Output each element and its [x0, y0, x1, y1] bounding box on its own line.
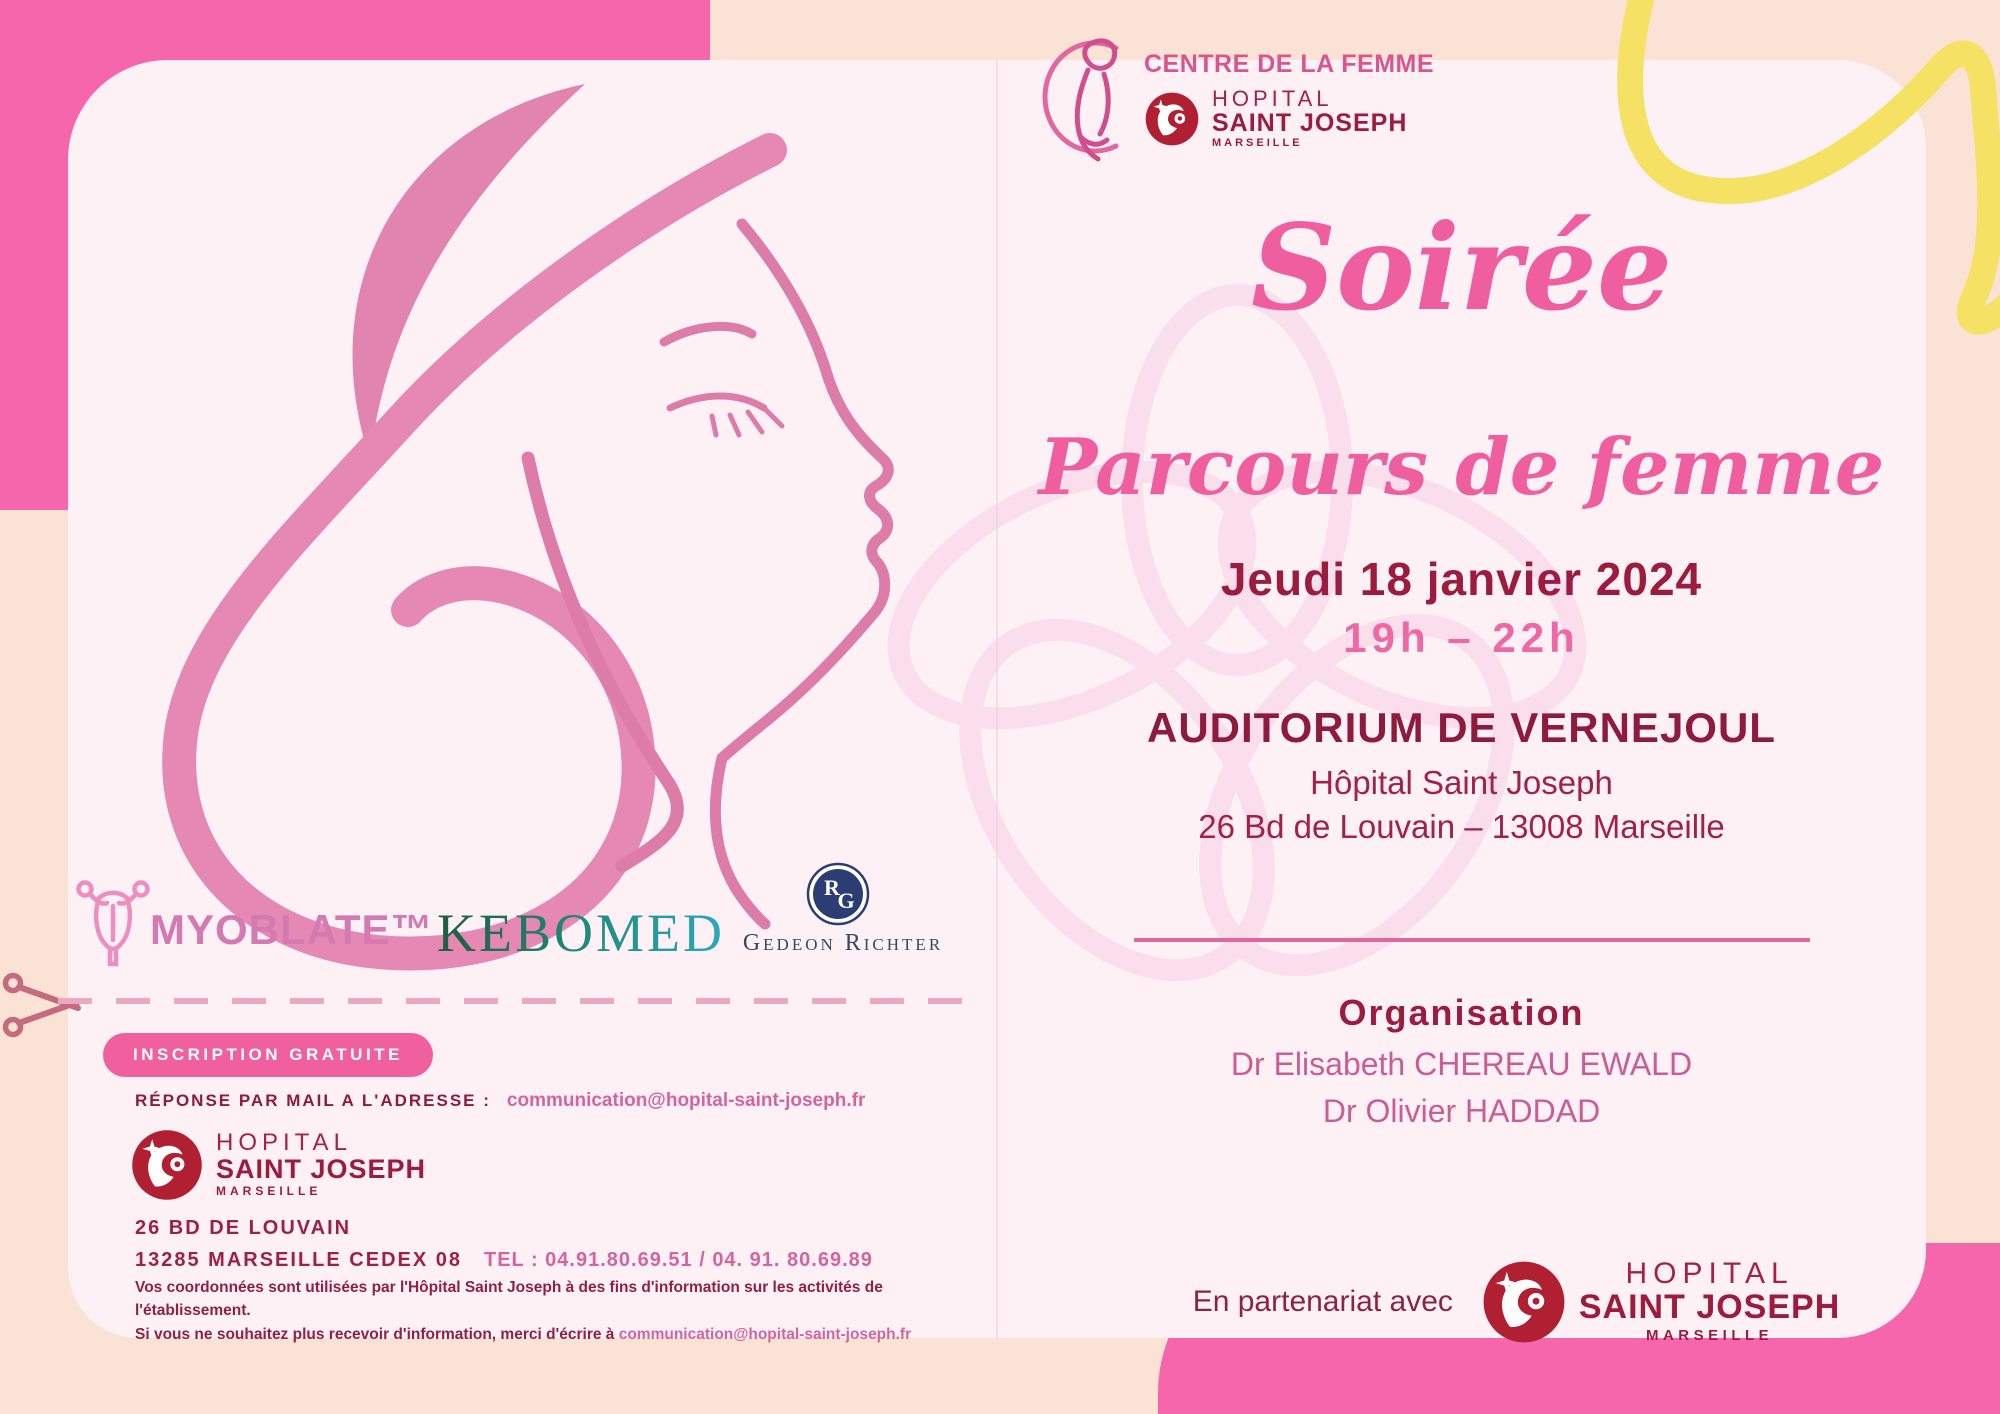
right-page — [997, 60, 1926, 1345]
hospital-name-line1: HOPITAL — [216, 1128, 352, 1156]
address-line2: 13285 MARSEILLE CEDEX 08 — [135, 1249, 462, 1271]
gedeon-monogram-r: R — [824, 875, 840, 900]
centre-de-la-femme-label: CENTRE DE LA FEMME — [1144, 50, 1435, 78]
legal-line2 — [135, 1323, 975, 1346]
hospital-name-line1: HOPITAL — [1212, 86, 1333, 111]
hospital-name-line2: SAINT JOSEPH — [1578, 1287, 1841, 1326]
hospital-mark-icon — [130, 1128, 204, 1202]
organisation-heading: Organisation — [1338, 992, 1585, 1033]
reply-by-mail-row — [135, 1090, 865, 1112]
hospital-logo-partner — [1481, 1258, 1840, 1346]
gedeon-richter-monogram-icon — [806, 862, 870, 926]
legal-notice — [135, 1276, 975, 1346]
gedeon-monogram-g: G — [837, 888, 855, 913]
hospital-name-line2: SAINT JOSEPH — [1212, 109, 1408, 138]
reply-by-mail-label: RÉPONSE PAR MAIL A L'ADRESSE : — [135, 1091, 491, 1110]
hospital-name-line2: SAINT JOSEPH — [216, 1154, 427, 1185]
reply-email-link[interactable]: communication@hopital-saint-joseph.fr — [506, 1090, 866, 1111]
hospital-name-line3: MARSEILLE — [1645, 1327, 1774, 1345]
event-title: Soirée — [1250, 198, 1673, 337]
organiser-2: Dr Olivier HADDAD — [1322, 1093, 1601, 1129]
event-time: 19h – 22h — [1343, 614, 1580, 661]
address-line1: 26 BD DE LOUVAIN — [135, 1217, 352, 1239]
hospital-name-line3: MARSEILLE — [216, 1184, 322, 1199]
legal-email-link[interactable]: communication@hopital-saint-joseph.fr — [618, 1325, 912, 1343]
scissors-icon — [2, 972, 82, 1038]
legal-line1: Vos coordonnées sont utilisées par l'Hôpital Saint Joseph à des fins d'information sur les activités de l'établissement. — [135, 1279, 883, 1320]
legal-line2-text: Si vous ne souhaitez plus recevoir d'information, merci d'écrire à — [135, 1325, 619, 1343]
dashed-cut-line — [58, 998, 966, 1004]
woman-profile-illustration — [70, 62, 960, 977]
phone-numbers: TEL : 04.91.80.69.51 / 04. 91. 80.69.89 — [484, 1249, 873, 1271]
event-subtitle: Parcours de femme — [1038, 422, 1885, 513]
free-registration-badge: INSCRIPTION GRATUITE — [103, 1033, 433, 1077]
partnership-label: En partenariat avec — [1192, 1285, 1453, 1319]
partnership-row — [1052, 1258, 1981, 1346]
event-date: Jeudi 18 janvier 2024 — [1220, 553, 1703, 605]
hospital-logo-small — [130, 1128, 426, 1202]
section-divider — [1134, 938, 1810, 942]
event-venue-hospital: Hôpital Saint Joseph — [1310, 764, 1613, 801]
hospital-mark-icon — [1481, 1259, 1567, 1345]
kebomed-logo: KEBOMED — [437, 903, 725, 963]
hospital-name-line1: HOPITAL — [1625, 1257, 1794, 1290]
gedeon-richter-logo: Gedeon Richter — [742, 930, 944, 956]
hospital-address-block — [135, 1212, 873, 1276]
event-venue: AUDITORIUM DE VERNEJOUL — [1147, 704, 1776, 751]
address-line2-row — [135, 1244, 873, 1276]
uterus-icon — [75, 876, 151, 972]
hospital-name-line3: MARSEILLE — [1212, 137, 1303, 150]
event-venue-address: 26 Bd de Louvain – 13008 Marseille — [1198, 808, 1725, 845]
myoblate-logo: MYOBLATE™ — [150, 906, 434, 953]
organiser-1: Dr Elisabeth CHEREAU EWALD — [1230, 1046, 1693, 1082]
